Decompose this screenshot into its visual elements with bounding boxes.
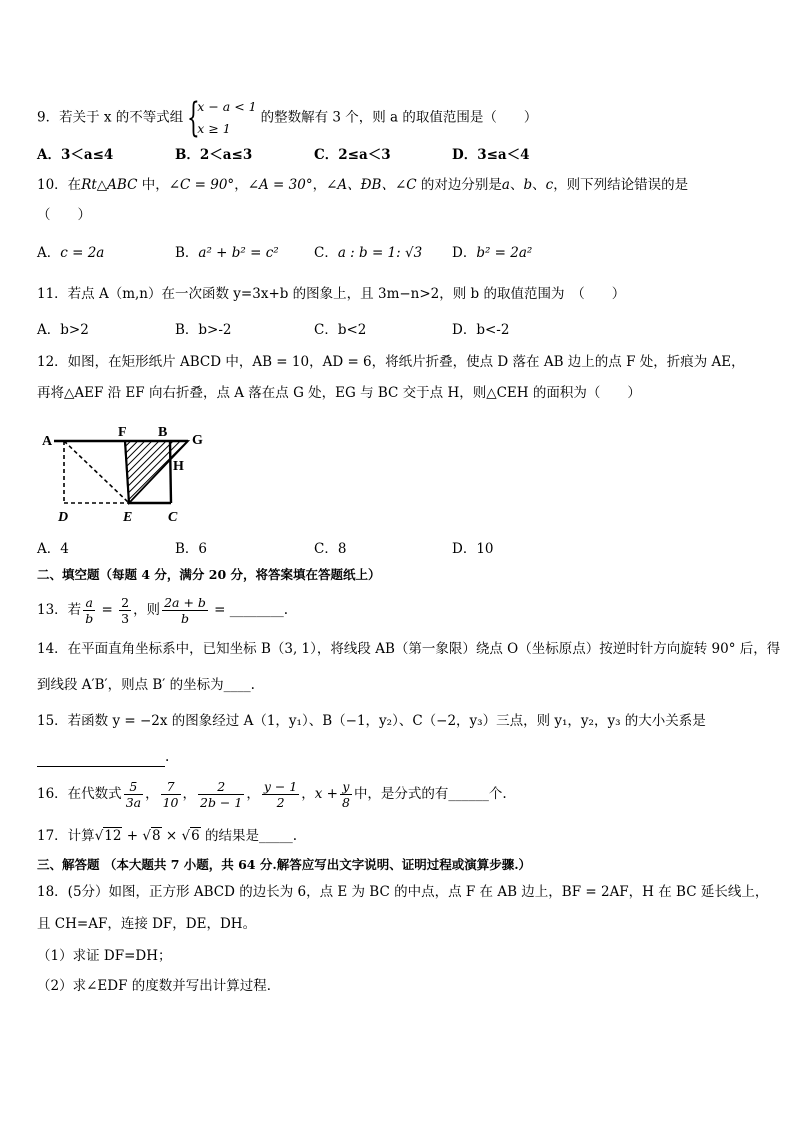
q16-sep: ， <box>145 786 159 802</box>
q13-post: = ________. <box>209 602 289 618</box>
q17-post: 的结果是_____. <box>200 828 298 844</box>
q10-t1: 10．在 <box>37 177 82 193</box>
q10-option-b <box>175 243 279 263</box>
q10-t7: ， <box>312 177 327 193</box>
q15-answer-blank <box>37 752 165 767</box>
q16-sep: ， <box>246 786 260 802</box>
q12-option-d: D．10 <box>452 541 494 557</box>
q10-option-d-label: D． <box>452 245 477 261</box>
fraction-a-over-b <box>83 595 95 626</box>
label-a: A <box>42 434 53 449</box>
q10-t9: 的对边分别是 <box>416 177 502 193</box>
q9-text-pre: 9．若关于 x 的不等式组 <box>37 109 184 126</box>
frac-num: 2 <box>198 779 244 795</box>
label-f: F <box>118 425 127 440</box>
q17-stem: 17．计算√12 + √8 × √6 的结果是_____. <box>37 828 298 844</box>
q16-sep: ， <box>182 786 196 802</box>
q12-option-b: B．6 <box>175 541 208 557</box>
label-c: C <box>168 510 178 525</box>
q15-period: . <box>165 749 170 765</box>
inequality-system: { x − a < 1 x ≥ 1 <box>187 95 257 141</box>
q9-text-post: 的整数解有 3 个，则 a 的取值范围是（ ） <box>260 109 538 126</box>
q9-option-b: B．2＜a≤3 <box>175 147 253 163</box>
q10-option-c <box>314 243 422 263</box>
q10-angle-c: ∠C = 90° <box>168 177 235 193</box>
q10-option-b-label: B． <box>175 245 199 261</box>
sqrt-8: 8 <box>152 828 161 844</box>
q16-x-plus: x + <box>314 786 338 802</box>
q10-paren: （ ） <box>37 207 91 223</box>
q11-option-c: C．b<2 <box>314 322 367 338</box>
q11-option-a: A．b>2 <box>37 322 89 338</box>
q10-t5: ， <box>234 177 248 193</box>
q10-angle-a: ∠A = 30° <box>247 177 313 193</box>
q10-angles: ∠A、ÐB、∠C <box>326 177 417 193</box>
q10-t13: 、 <box>532 177 546 193</box>
q18-part-2: （2）求∠EDF 的度数并写出计算过程． <box>37 978 281 994</box>
q12-stem-line-1: 12．如图，在矩形纸片 ABCD 中，AB = 10，AD = 6，将纸片折叠，使点 D 落在 AB 边上的点 F 处，折痕为 AE， <box>37 354 745 370</box>
label-e: E <box>123 510 133 525</box>
frac-num: 7 <box>161 779 181 795</box>
q16-sep: ， <box>301 786 315 802</box>
q10-option-d <box>452 243 532 263</box>
q11-option-b: B．b>-2 <box>175 322 232 338</box>
fraction-y-1-over-2 <box>262 779 299 810</box>
q10-t15: ，则下列结论错误的是 <box>553 177 689 193</box>
q18-stem-line-2: 且 CH=AF，连接 DF，DE，DH。 <box>37 916 257 932</box>
q18-stem-line-1: 18．(5分）如图，正方形 ABCD 的边长为 6，点 E 为 BC 的中点，点 F 在 AB 边上，BF = 2AF，H 在 BC 延长线上， <box>37 884 769 900</box>
frac-den: b <box>180 611 189 626</box>
q13-pre: 13．若 <box>37 602 82 618</box>
q10-side-b: b <box>523 177 533 193</box>
q16-post: 中，是分式的有______个. <box>353 786 507 802</box>
q17-plus: + <box>122 828 143 844</box>
q10-side-c: c <box>545 177 554 193</box>
q9-option-d: D．3≤a＜4 <box>452 147 530 163</box>
label-h: H <box>173 459 184 474</box>
dashed-fold-ae <box>64 441 129 503</box>
q11-option-d: D．b<-2 <box>452 322 510 338</box>
sqrt-6: 6 <box>191 828 200 844</box>
q13-stem <box>37 593 288 627</box>
label-b: B <box>158 425 168 440</box>
fraction-2-over-3 <box>119 595 131 626</box>
label-g: G <box>192 433 203 448</box>
q15-stem-line-1: 15．若函数 y = −2x 的图象经过 A（1，y₁）、B（−1，y₂）、C（−2，y₃）三点，则 y₁，y₂，y₃ 的大小关系是 <box>37 713 706 729</box>
fraction-2-over-2b-1 <box>198 779 244 810</box>
q13-mid: ，则 <box>133 602 161 618</box>
frac-num: 5 <box>124 779 143 795</box>
q10-option-a <box>37 243 104 263</box>
frac-num: 2a + b <box>164 595 206 610</box>
frac-num: a <box>83 595 95 611</box>
q9-stem <box>37 96 537 140</box>
frac-den: 8 <box>341 795 350 810</box>
inequality-row-2: x ≥ 1 <box>197 121 231 136</box>
q12-stem-line-2: 再将△AEF 沿 EF 向右折叠，点 A 落在点 G 处，EG 与 BC 交于点 H，则△CEH 的面积为（ ） <box>37 385 641 401</box>
q16-pre: 16．在代数式 <box>37 786 122 802</box>
q10-t11: 、 <box>509 177 524 193</box>
q12-option-a: A．4 <box>37 541 69 557</box>
frac-num: y <box>340 779 352 795</box>
q9-option-c: C．2≤a＜3 <box>314 147 391 163</box>
q9-option-a: A．3＜a≤4 <box>37 147 114 163</box>
q13-eq: = <box>97 602 118 618</box>
q11-stem: 11．若点 A（m,n）在一次函数 y=3x+b 的图象上，且 3m−n>2，则 b 的取值范围为 （ ） <box>37 286 626 302</box>
fraction-2a-plus-b-over-b <box>162 595 208 626</box>
frac-den: 3a <box>125 795 142 810</box>
q10-option-d-formula: b² = 2a² <box>476 245 533 261</box>
frac-den: 10 <box>162 795 179 810</box>
frac-num: 2 <box>121 595 130 610</box>
q10-triangle: Rt△ABC <box>81 177 138 193</box>
q17-pre: 17．计算 <box>37 828 95 844</box>
q14-stem-line-1: 14．在平面直角坐标系中，已知坐标 B（3, 1），将线段 AB（第一象限）绕点 O（坐标原点）按逆时针方向旋转 90° 后，得 <box>37 641 781 657</box>
q10-option-b-formula: a² + b² = c² <box>198 245 279 261</box>
q10-option-a-label: A． <box>37 245 61 261</box>
q15-stem-line-2 <box>37 747 169 767</box>
frac-den: b <box>85 611 94 626</box>
fraction-y-over-8 <box>340 779 352 810</box>
q18-part-1: （1）求证 DF=DH； <box>37 948 172 964</box>
label-d: D <box>58 510 69 525</box>
inequality-row-1: x − a < 1 <box>197 99 257 114</box>
q10-option-a-formula: c = 2a <box>60 245 105 261</box>
frac-den: 2b − 1 <box>200 795 243 810</box>
q10-option-c-formula: a : b = 1: √3 <box>337 245 423 261</box>
q16-stem <box>37 776 507 812</box>
frac-den: 2 <box>276 795 285 810</box>
q10-side-a: a <box>501 177 510 193</box>
section-3-heading: 三、解答题 （本大题共 7 小题，共 64 分.解答应写出文字说明、证明过程或演算步骤.） <box>37 857 532 872</box>
fraction-5-over-3a <box>124 779 143 810</box>
q17-times: × <box>161 828 182 844</box>
q12-figure <box>40 425 230 525</box>
fraction-7-over-10 <box>161 779 181 810</box>
q14-stem-line-2: 到线段 A′B′，则点 B′ 的坐标为____. <box>37 677 255 693</box>
edge-bc <box>170 441 171 503</box>
q10-t3: 中， <box>137 177 169 193</box>
section-2-heading: 二、填空题（每题 4 分，满分 20 分，将答案填在答题纸上） <box>37 567 381 582</box>
q10-option-c-label: C． <box>314 245 338 261</box>
sqrt-12: 12 <box>104 828 122 844</box>
q12-option-c: C．8 <box>314 541 347 557</box>
frac-den: 3 <box>121 611 130 626</box>
q10-stem <box>37 175 688 195</box>
frac-num: y − 1 <box>263 779 298 794</box>
